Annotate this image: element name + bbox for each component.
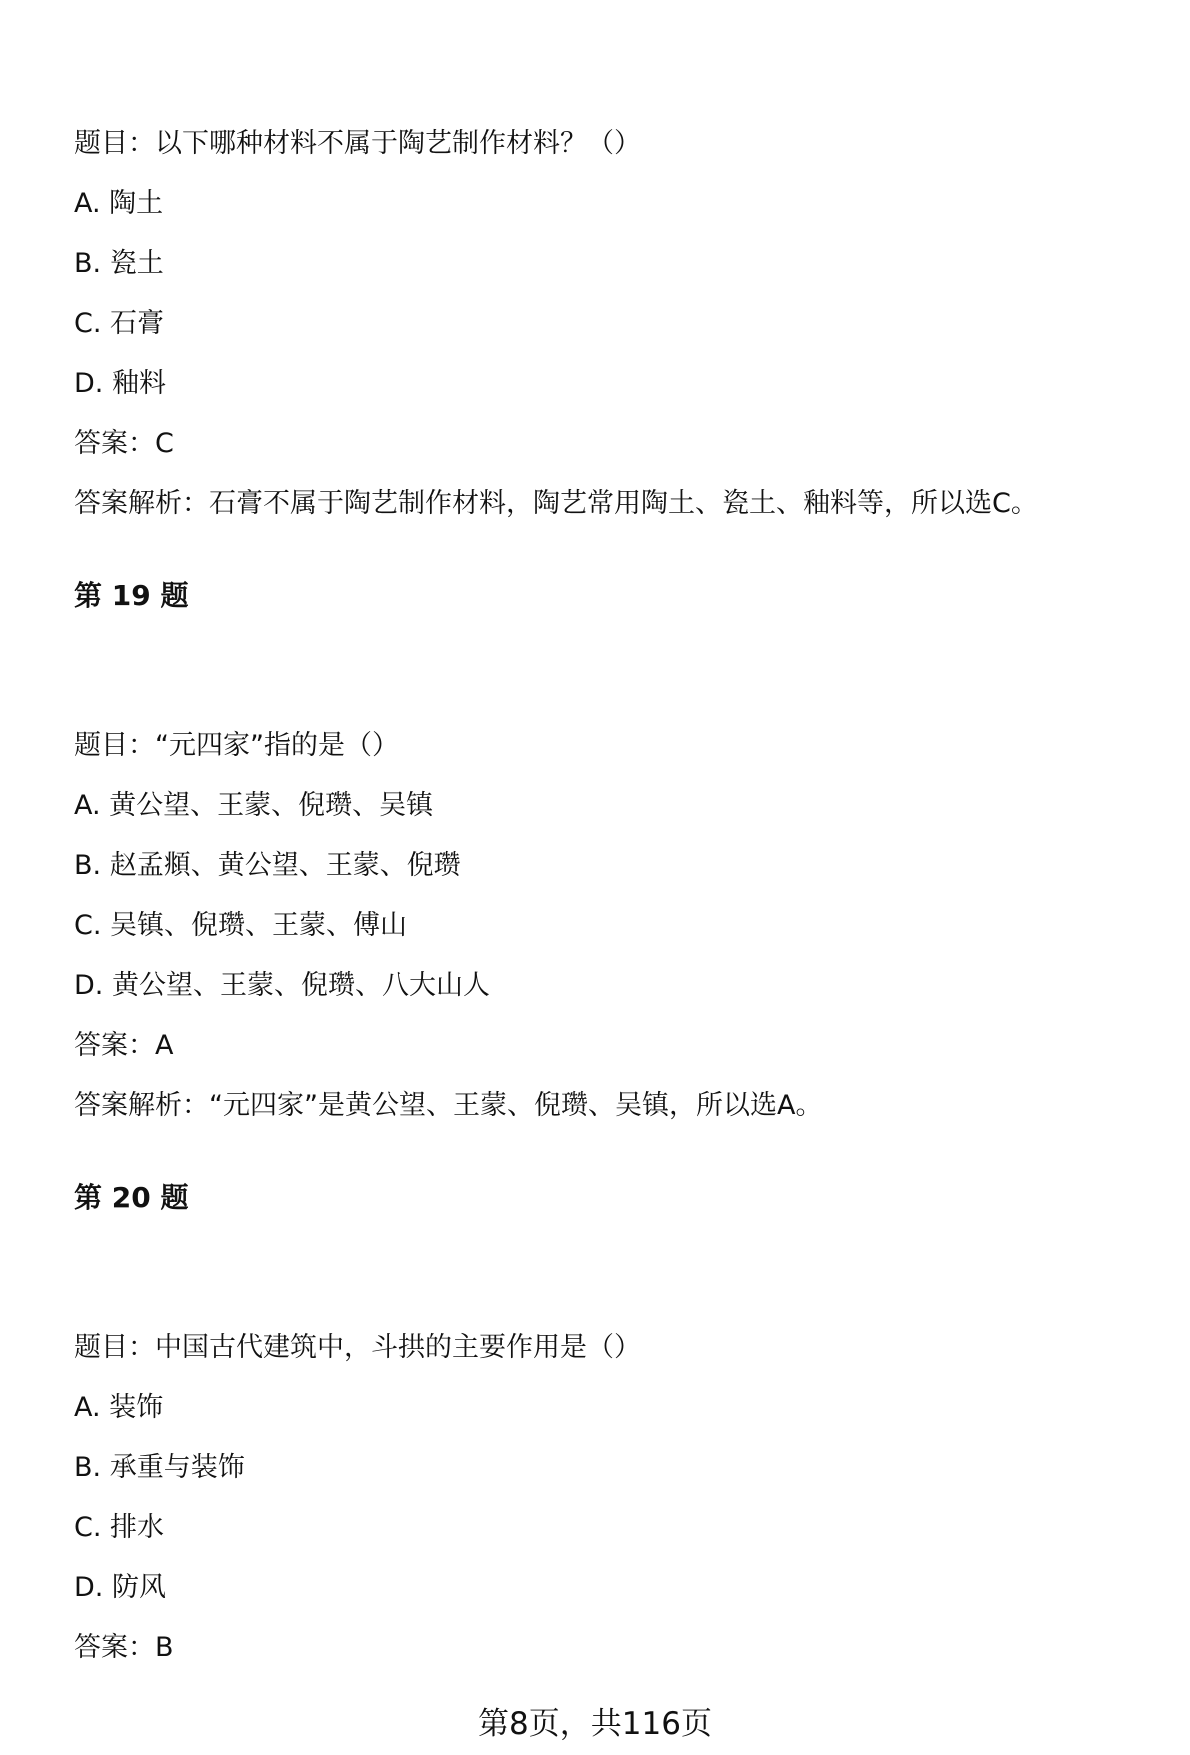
question-18-option-c: C. 石膏	[74, 308, 165, 339]
question-18-option-d: D. 釉料	[74, 368, 166, 399]
question-18-analysis: 答案解析：石膏不属于陶艺制作材料，陶艺常用陶土、瓷土、釉料等，所以选C。	[74, 488, 1038, 519]
page-number: 第8页，共116页	[478, 1706, 712, 1742]
question-20-option-b: B. 承重与装饰	[74, 1452, 245, 1483]
question-18-option-b: B. 瓷土	[74, 248, 164, 279]
question-18-answer: 答案：C	[74, 428, 174, 459]
question-19-option-d: D. 黄公望、王蒙、倪瓒、八大山人	[74, 970, 490, 1001]
question-20-heading: 第 20 题	[74, 1181, 189, 1214]
question-18-option-a: A. 陶土	[74, 188, 164, 219]
question-20-text: 题目：中国古代建筑中，斗拱的主要作用是（）	[74, 1332, 641, 1363]
question-19-text: 题目：“元四家”指的是（）	[74, 730, 399, 761]
question-20-option-a: A. 装饰	[74, 1392, 164, 1423]
question-19-analysis: 答案解析：“元四家”是黄公望、王蒙、倪瓒、吴镇，所以选A。	[74, 1090, 823, 1121]
question-19-option-c: C. 吴镇、倪瓒、王蒙、傅山	[74, 910, 408, 941]
question-18-text: 题目：以下哪种材料不属于陶艺制作材料？（）	[74, 128, 641, 159]
question-20-answer: 答案：B	[74, 1632, 174, 1663]
question-20-option-d: D. 防风	[74, 1572, 166, 1603]
question-19-heading: 第 19 题	[74, 579, 189, 612]
question-20-option-c: C. 排水	[74, 1512, 165, 1543]
question-19-option-b: B. 赵孟頫、黄公望、王蒙、倪瓒	[74, 850, 461, 881]
question-19-answer: 答案：A	[74, 1030, 174, 1061]
question-19-option-a: A. 黄公望、王蒙、倪瓒、吴镇	[74, 790, 434, 821]
